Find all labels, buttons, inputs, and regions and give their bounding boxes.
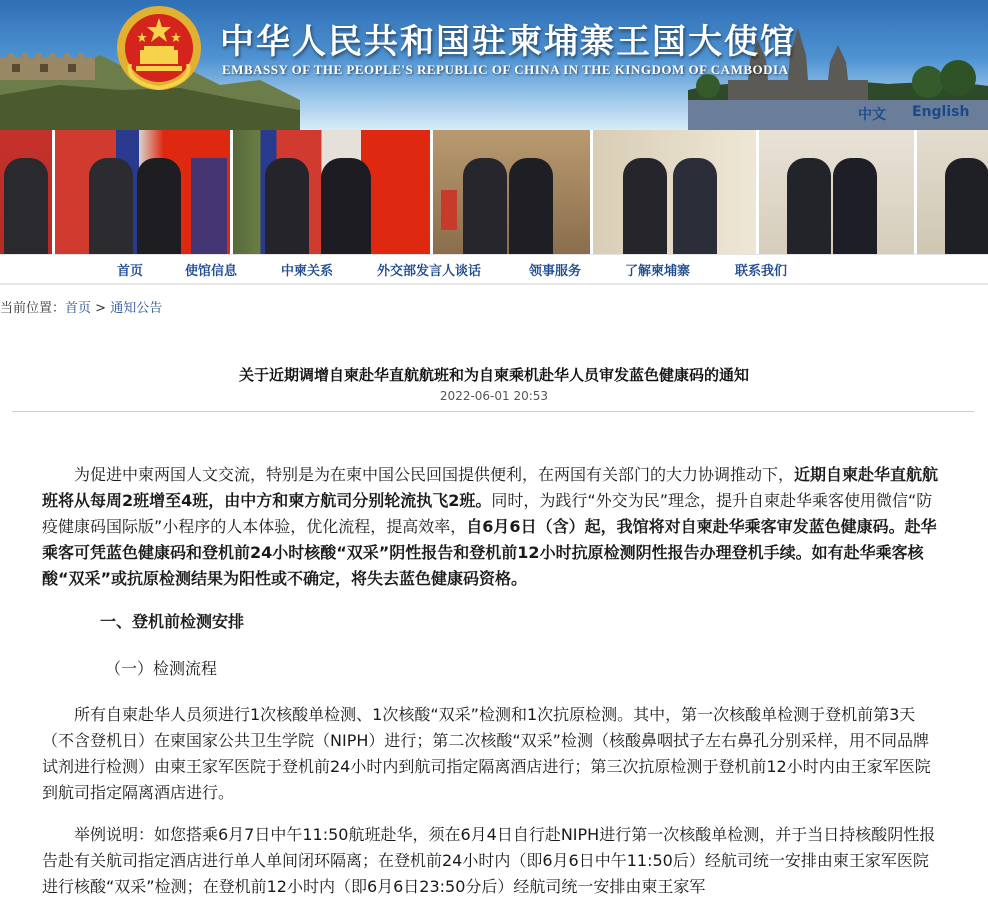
photo-7[interactable] — [917, 130, 988, 254]
breadcrumb-current[interactable]: 通知公告 — [110, 301, 163, 316]
photo-2[interactable] — [55, 130, 233, 254]
p1-bold-d: 自6月6日（含）起，我馆将对自柬赴华乘客审发蓝色健康码。赴华乘客可凭蓝色健康码和登机前24小时核酸“双采”阴性报告和登机前12小时抗原检测阴性报告办理登机手续。如有赴华乘客核酸“双采”或抗原检测结果为阳性或不确定，将失去蓝色健康码资格。 — [42, 517, 937, 588]
photo-1[interactable] — [0, 130, 55, 254]
article-paragraph-3: 举例说明：如您搭乘6月7日中午11:50航班赴华，须在6月4日自行赴NIPH进行第一次核酸单检测，并于当日持核酸阴性报告赴有关航司指定酒店进行单人单间闭环隔离；在登机前24小时内（即6月6日中午11:50后）经航司统一安排由柬王家军医院进行核酸“双采”检测；在登机前12小时内（即6月6日23:50分后）经航司统一安排由柬王家军 — [42, 825, 936, 896]
p1-text-a: 为促进中柬两国人文交流，特别是为在柬中国公民回国提供便利，在两国有关部门的大力协调推动下， — [74, 465, 795, 484]
p1-text-c: 同时，为践行“外交为民”理念，提升自柬赴华乘客使用微信“防疫健康码国际版”小程序的人本体验，优化流程，提高效率， — [42, 491, 933, 536]
title-divider — [12, 411, 974, 412]
nav-item-consular-services[interactable]: 领事服务 — [529, 264, 582, 279]
nav-item-embassy-info[interactable]: 使馆信息 — [185, 264, 238, 279]
photo-3[interactable] — [233, 130, 433, 254]
subsection-heading-1: （一）检测流程 — [105, 659, 218, 678]
lang-switch-chinese[interactable]: 中文 — [858, 107, 886, 123]
breadcrumb-label: 当前位置： — [0, 301, 66, 316]
site-banner — [0, 0, 988, 130]
site-title-cn: 中华人民共和国驻柬埔寨王国大使馆 — [220, 22, 796, 62]
nav-item-china-cambodia-relations[interactable]: 中柬关系 — [281, 264, 334, 279]
section-heading-1: 一、登机前检测安排 — [100, 612, 245, 631]
breadcrumb-home[interactable]: 首页 — [65, 301, 92, 316]
national-emblem-icon — [116, 4, 202, 92]
photo-5[interactable] — [593, 130, 759, 254]
article-paragraph-1 — [42, 462, 942, 592]
nav-item-contact-us[interactable]: 联系我们 — [735, 264, 788, 279]
main-nav — [0, 254, 988, 285]
photo-4[interactable] — [433, 130, 593, 254]
article-date: 2022-06-01 20:53 — [439, 389, 549, 403]
site-title-en: EMBASSY OF THE PEOPLE'S REPUBLIC OF CHINA IN THE KINGDOM OF CAMBODIA — [222, 62, 789, 77]
photo-strip — [0, 130, 988, 254]
lang-switch-english[interactable]: English — [912, 104, 970, 120]
photo-6[interactable] — [759, 130, 917, 254]
p1-bold-b: 近期自柬赴华直航航班将从每周2班增至4班，由中方和柬方航司分别轮流执飞2班。 — [42, 465, 939, 510]
article-paragraph-2: 所有自柬赴华人员须进行1次核酸单检测、1次核酸“双采”检测和1次抗原检测。其中，第一次核酸单检测于登机前第3天（不含登机日）在柬国家公共卫生学院（NIPH）进行；第二次核酸“双采”检测（核酸鼻咽拭子左右鼻孔分别采样，用不同品牌试剂进行检测）由柬王家军医院于登机前24小时内到航司指定隔离酒店进行；第三次抗原检测于登机前12小时内由王家军医院到航司指定隔离酒店进行。 — [42, 705, 931, 802]
nav-item-spokesperson[interactable]: 外交部发言人谈话 — [377, 264, 482, 279]
nav-item-about-cambodia[interactable]: 了解柬埔寨 — [625, 264, 691, 279]
breadcrumb — [0, 297, 162, 316]
breadcrumb-separator: > — [95, 301, 107, 316]
article-title: 关于近期调增自柬赴华直航航班和为自柬乘机赴华人员审发蓝色健康码的通知 — [238, 366, 749, 384]
nav-item-home[interactable]: 首页 — [117, 264, 144, 279]
